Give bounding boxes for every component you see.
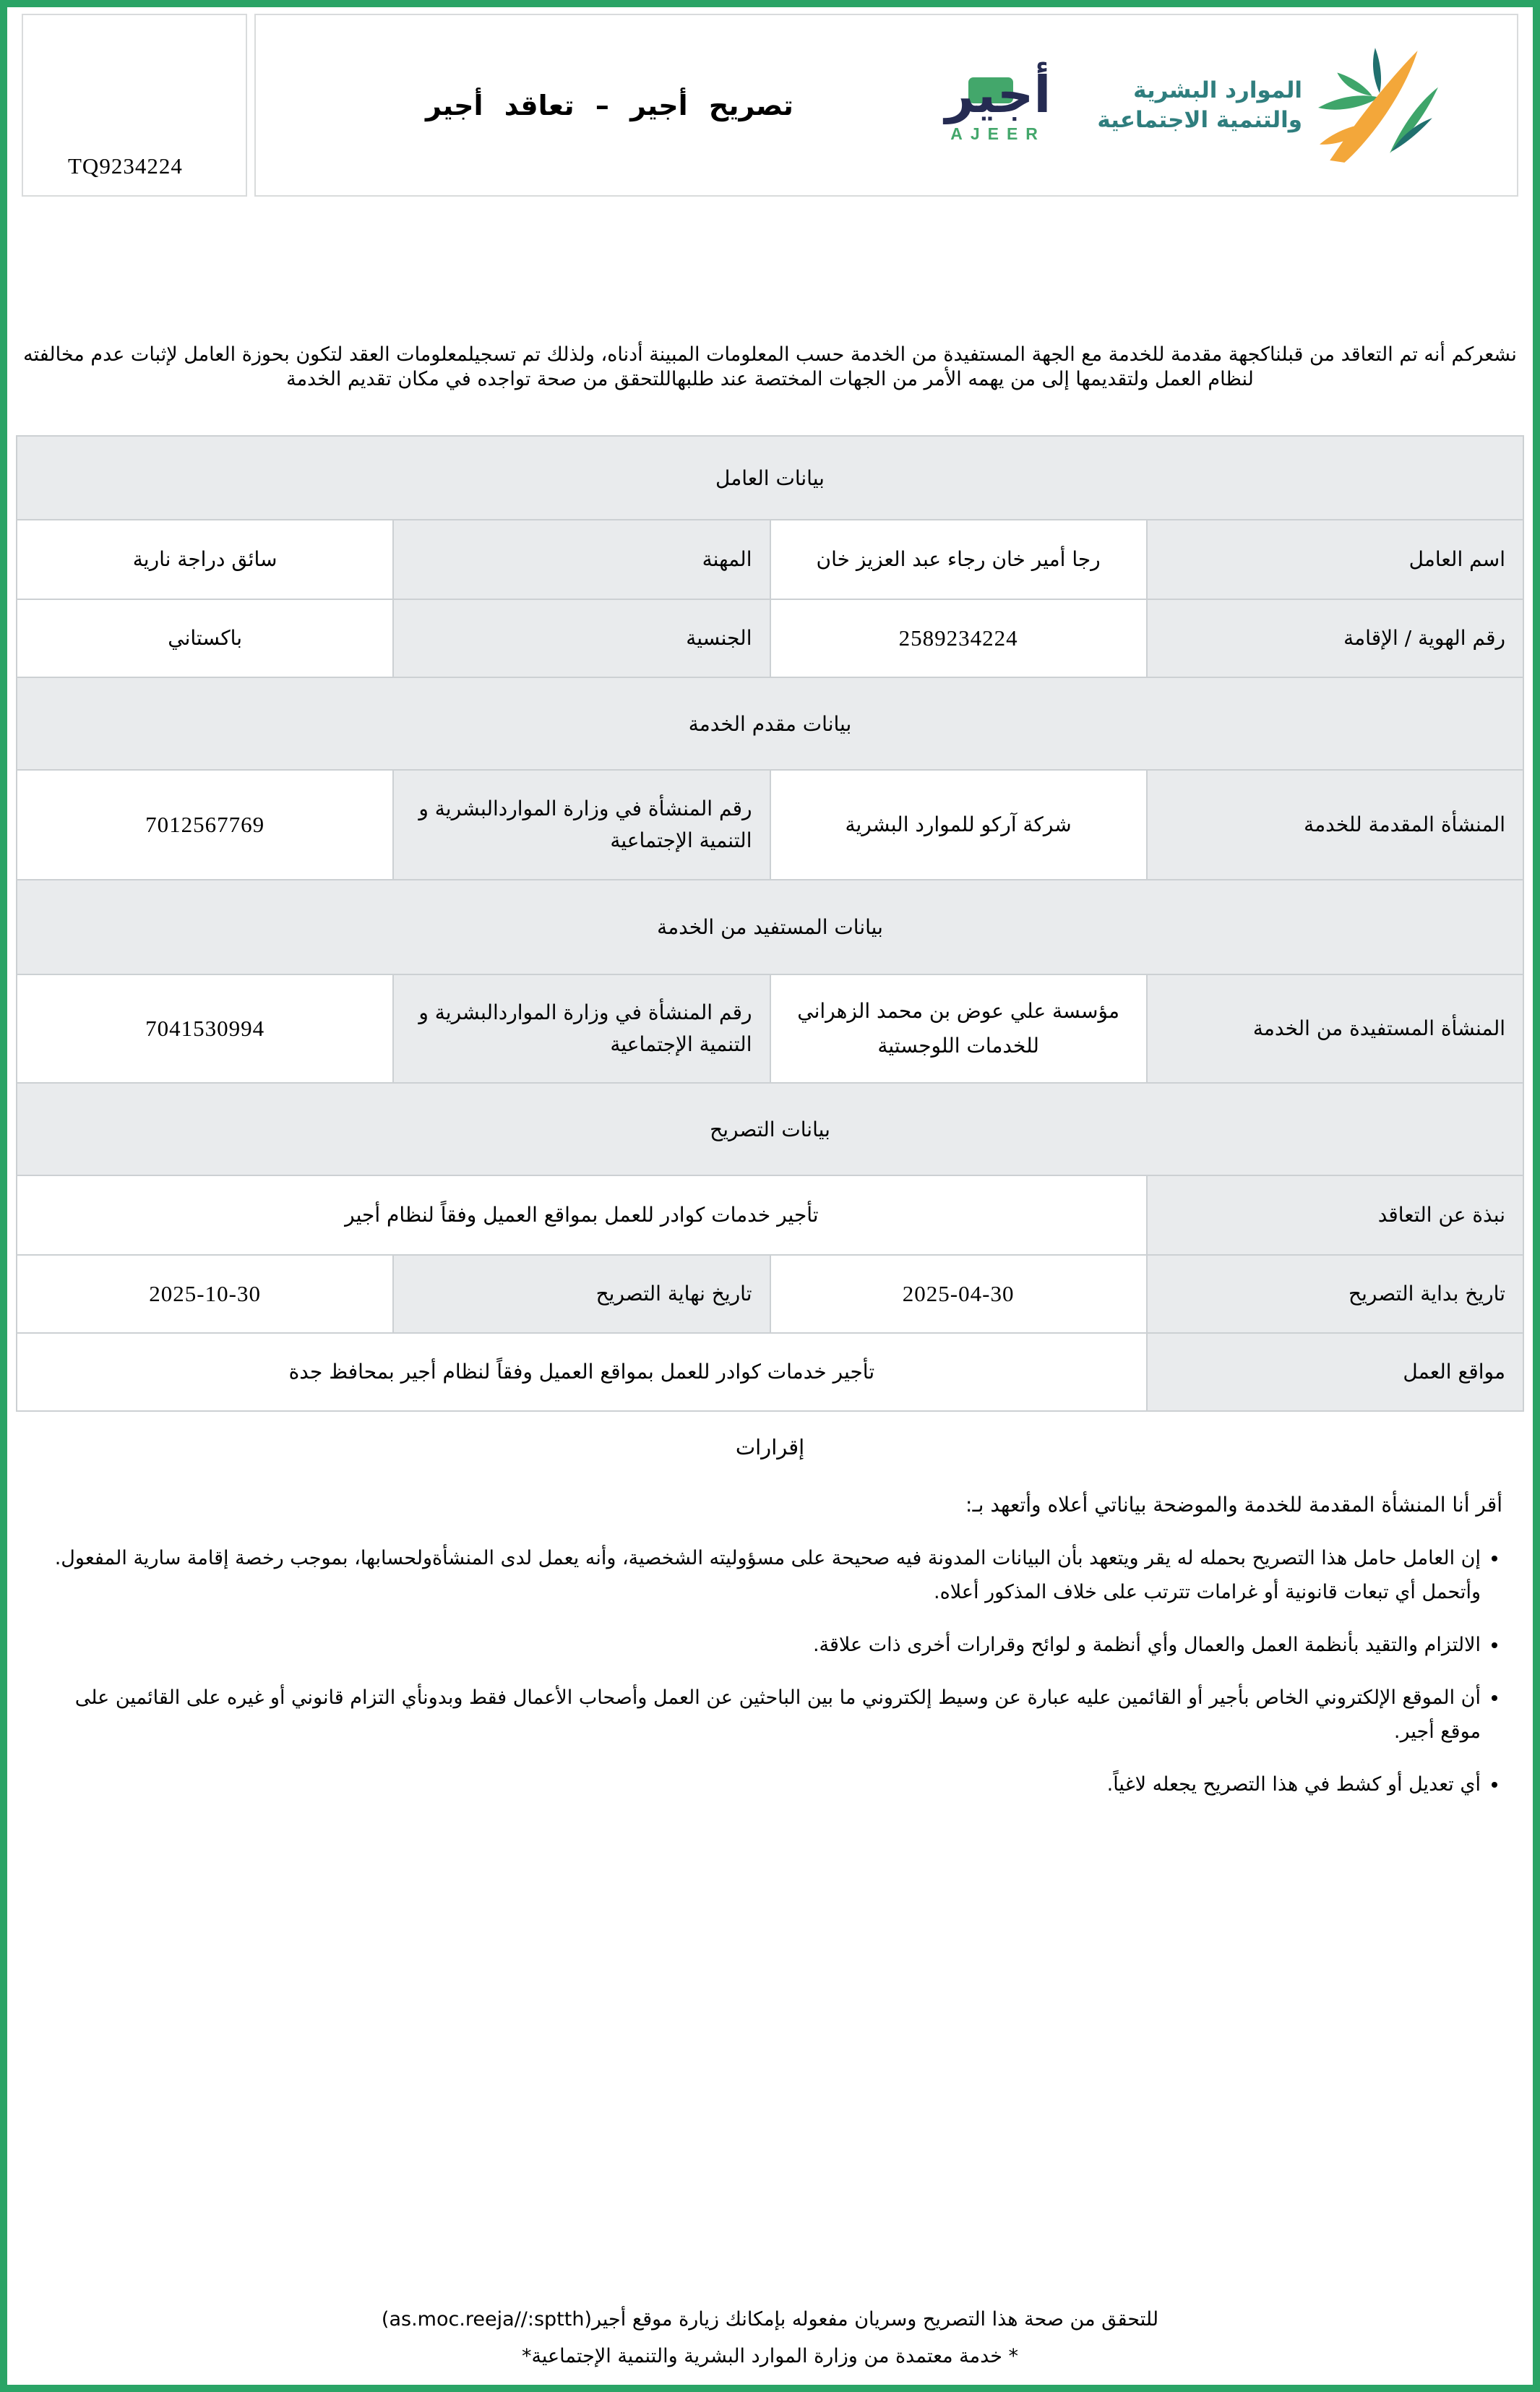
beneficiary-establishment-label: المنشأة المستفيدة من الخدمة	[1147, 974, 1523, 1083]
permit-end-date-label: تاريخ نهاية التصريح	[393, 1255, 770, 1333]
declarations-list	[29, 1541, 1502, 1801]
contract-summary-label: نبذة عن التعاقد	[1147, 1175, 1523, 1255]
declarations-heading: إقرارات	[735, 1435, 805, 1459]
permit-table	[16, 435, 1524, 1412]
ministry-emblem-icon	[1317, 43, 1441, 168]
provider-establishment-value: شركة آركو للموارد البشرية	[770, 770, 1147, 880]
ajeer-logo-arabic-text: أجير	[945, 64, 1051, 124]
section-header-beneficiary: بيانات المستفيد من الخدمة	[17, 880, 1523, 974]
id-number-value: 2589234224	[770, 599, 1147, 677]
worker-name-label: اسم العامل	[1147, 520, 1523, 599]
ajeer-logo-latin-text: AJEER	[950, 124, 1046, 143]
ajeer-logo-wordmark	[941, 64, 1056, 124]
section-header-permit: بيانات التصريح	[17, 1083, 1523, 1175]
logos-group	[941, 43, 1441, 168]
intro-paragraph: نشعركم أنه تم التعاقد من قبلناكجهة مقدمة للخدمة مع الجهة المستفيدة من الخدمة حسب المعلومات المبينة أدناه، ولذلك تم تسجيلمعلومات العقد لتكون بحوزة العامل لإثبات عدم مخالفته لنظام العمل ولتقديمها إلى من يهمه الأمر من الجهات المختصة عند طلبهاللتحقق من صحة تواجده في مكان تقديم الخدمة	[23, 343, 1517, 390]
permit-start-date-label: تاريخ بداية التصريح	[1147, 1255, 1523, 1333]
ministry-logo	[1097, 43, 1441, 168]
section-header-provider: بيانات مقدم الخدمة	[17, 677, 1523, 770]
occupation-value: سائق دراجة نارية	[17, 520, 393, 599]
footer-approved-line: * خدمة معتمدة من وزارة الموارد البشرية والتنمية الإجتماعية*	[521, 2345, 1019, 2367]
section-header-worker: بيانات العامل	[17, 436, 1523, 520]
provider-establishment-label: المنشأة المقدمة للخدمة	[1147, 770, 1523, 880]
declaration-item: • الالتزام والتقيد بأنظمة العمل والعمال وأي أنظمة و لوائح وقرارات أخرى ذات علاقة.	[29, 1628, 1481, 1662]
declaration-item: • أي تعديل أو كشط في هذا التصريح يجعله لاغياً.	[29, 1767, 1481, 1801]
beneficiary-establishment-value: مؤسسة علي عوض بن محمد الزهراني للخدمات اللوجستية	[770, 974, 1147, 1083]
permit-end-date-value: 2025-10-30	[17, 1255, 393, 1333]
id-number-label: رقم الهوية / الإقامة	[1147, 599, 1523, 677]
declaration-item: • إن العامل حامل هذا التصريح بحمله له يقر ويتعهد بأن البيانات المدونة فيه صحيحة على مسؤوليته الشخصية، وأنه يعمل لدى المنشأةولحسابها، بموجب رخصة إقامة سارية المفعول. وأتحمل أي تبعات قانونية أو غرامات تترتب على خلاف المذكور أعلاه.	[29, 1541, 1481, 1609]
declaration-item: • أن الموقع الإلكتروني الخاص بأجير أو القائمين عليه عبارة عن وسيط إلكتروني ما بين الباحثين عن العمل وأصحاب الأعمال فقط وبدونأي التزام قانوني أو غيره على القائمين على موقع أجير.	[29, 1681, 1481, 1749]
permit-start-date-value: 2025-04-30	[770, 1255, 1147, 1333]
occupation-label: المهنة	[393, 520, 770, 599]
title-logo-box	[254, 14, 1518, 197]
ministry-logo-line2: والتنمية الاجتماعية	[1097, 106, 1302, 133]
declarations-intro: أقر أنا المنشأة المقدمة للخدمة والموضحة بياناتي أعلاه وأتعهد بـ:	[965, 1493, 1502, 1517]
permit-number-box	[22, 14, 247, 197]
page-title: تصريح أجير – تعاقد أجير	[426, 89, 793, 121]
footer-verify-line: للتحقق من صحة هذا التصريح وسريان مفعوله بإمكانك زيارة موقع أجير(as.moc.reeja//:sptth)	[381, 2308, 1159, 2331]
document-footer	[7, 2308, 1533, 2367]
provider-establishment-number-label: رقم المنشأة في وزارة المواردالبشرية و التنمية الإجتماعية	[393, 770, 770, 880]
document-header	[22, 14, 1518, 197]
worker-name-value: رجا أمير خان رجاء عبد العزيز خان	[770, 520, 1147, 599]
nationality-label: الجنسية	[393, 599, 770, 677]
ministry-logo-line1: الموارد البشرية	[1133, 77, 1302, 103]
nationality-value: باكستاني	[17, 599, 393, 677]
beneficiary-establishment-number-value: 7041530994	[17, 974, 393, 1083]
ministry-logo-wordmark	[1097, 76, 1302, 135]
beneficiary-establishment-number-label: رقم المنشأة في وزارة المواردالبشرية و التنمية الإجتماعية	[393, 974, 770, 1083]
provider-establishment-number-value: 7012567769	[17, 770, 393, 880]
permit-number: TQ9234224	[68, 153, 183, 179]
ajeer-logo	[941, 64, 1056, 144]
work-locations-label: مواقع العمل	[1147, 1333, 1523, 1411]
work-locations-value: تأجير خدمات كوادر للعمل بمواقع العميل وفقاً لنظام أجير بمحافظ جدة	[17, 1333, 1147, 1411]
contract-summary-value: تأجير خدمات كوادر للعمل بمواقع العميل وفقاً لنظام أجير	[17, 1175, 1147, 1255]
